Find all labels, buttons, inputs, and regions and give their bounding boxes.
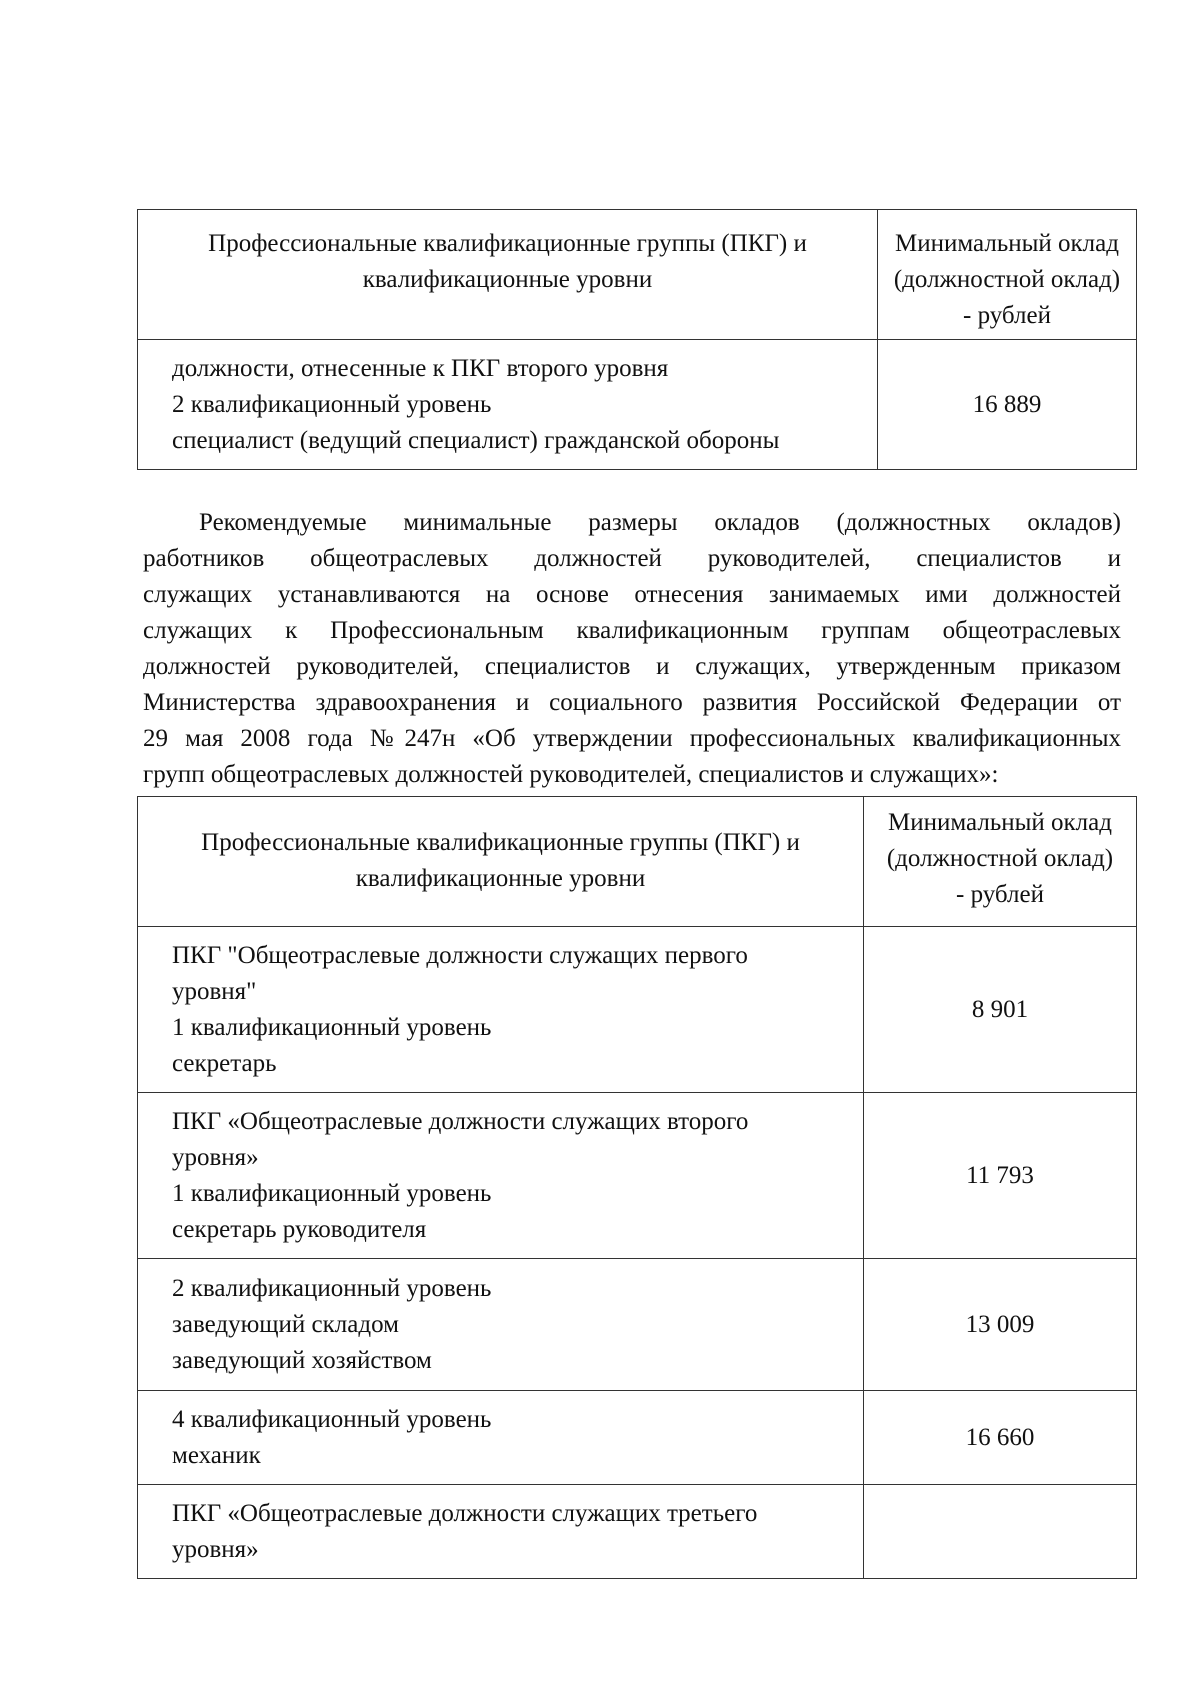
position-text-line: механик [172,1441,261,1469]
position-text-line: специалист (ведущий специалист) гражданской обороны [172,426,780,454]
header-minimum-salary [878,210,1137,340]
header-text-line: Профессиональные квалификационные группы (ПКГ) и [208,230,807,257]
header-text-line: (должностной оклад) [893,266,1121,293]
header-text-line: Профессиональные квалификационные группы (ПКГ) и [201,829,800,856]
header-groups-and-levels [138,210,878,340]
position-description [138,927,864,1093]
salary-table-general-positions [137,796,1137,1579]
position-text-line: заведующий складом [172,1310,399,1338]
position-text-line: ПКГ «Общеотраслевые должности служащих второго [172,1107,749,1135]
position-text-line: должности, отнесенные к ПКГ второго уровня [172,354,669,382]
salary-value: 13 009 [864,1259,1137,1391]
position-description [138,340,878,470]
header-minimum-salary [864,797,1137,927]
table-row [138,1093,1137,1259]
position-text-line: уровня» [172,1143,259,1171]
table-header-row [138,210,1137,340]
position-text-line: 2 квалификационный уровень [172,390,492,418]
paragraph-line: должностей руководителей, специалистов и служащих, утвержденным приказом [143,653,1121,680]
salary-value: 11 793 [864,1093,1137,1259]
position-text-line: секретарь [172,1049,277,1077]
position-text-line: ПКГ «Общеотраслевые должности служащих третьего [172,1499,758,1527]
paragraph-line: 29 мая 2008 года №247н «Об утверждении профессиональных квалификационных [143,725,1121,752]
salary-value [864,1485,1137,1579]
position-text-line: ПКГ "Общеотраслевые должности служащих первого [172,941,748,969]
table-row [138,1259,1137,1391]
header-text-line: - рублей [963,302,1051,329]
table-row [138,927,1137,1093]
header-text-line: Минимальный оклад [895,230,1119,257]
salary-value: 16 660 [864,1391,1137,1485]
salary-value: 8 901 [864,927,1137,1093]
paragraph-line: групп общеотраслевых должностей руководителей, специалистов и служащих»: [143,761,999,788]
position-text-line: уровня» [172,1535,259,1563]
paragraph-line: служащих устанавливаются на основе отнесения занимаемых ими должностей [143,581,1121,608]
position-text-line: 1 квалификационный уровень [172,1179,492,1207]
header-groups-and-levels [138,797,864,927]
position-description [138,1485,864,1579]
position-text-line: 2 квалификационный уровень [172,1274,492,1302]
position-text-line: 4 квалификационный уровень [172,1405,492,1433]
paragraph-line: Рекомендуемые минимальные размеры окладов (должностных окладов) [199,509,1121,536]
position-text-line: секретарь руководителя [172,1215,427,1243]
position-description [138,1093,864,1259]
salary-table-second-level-positions [137,209,1137,470]
table-header-row [138,797,1137,927]
position-text-line: заведующий хозяйством [172,1346,432,1374]
header-text-line: Минимальный оклад [888,809,1112,836]
table-row [138,340,1137,470]
paragraph-line: служащих к Профессиональным квалификационным группам общеотраслевых [143,617,1121,644]
position-description [138,1391,864,1485]
paragraph-line: работников общеотраслевых должностей руководителей, специалистов и [143,545,1121,572]
header-text-line: (должностной оклад) [886,845,1114,872]
table-row [138,1391,1137,1485]
position-text-line: уровня" [172,977,257,1005]
position-description [138,1259,864,1391]
body-paragraph [143,505,1121,793]
position-text-line: 1 квалификационный уровень [172,1013,492,1041]
header-text-line: - рублей [956,881,1044,908]
header-text-line: квалификационные уровни [362,266,653,293]
paragraph-line: Министерства здравоохранения и социального развития Российской Федерации от [143,689,1121,716]
header-text-line: квалификационные уровни [355,865,646,892]
salary-value: 16 889 [878,340,1137,470]
table-row [138,1485,1137,1579]
